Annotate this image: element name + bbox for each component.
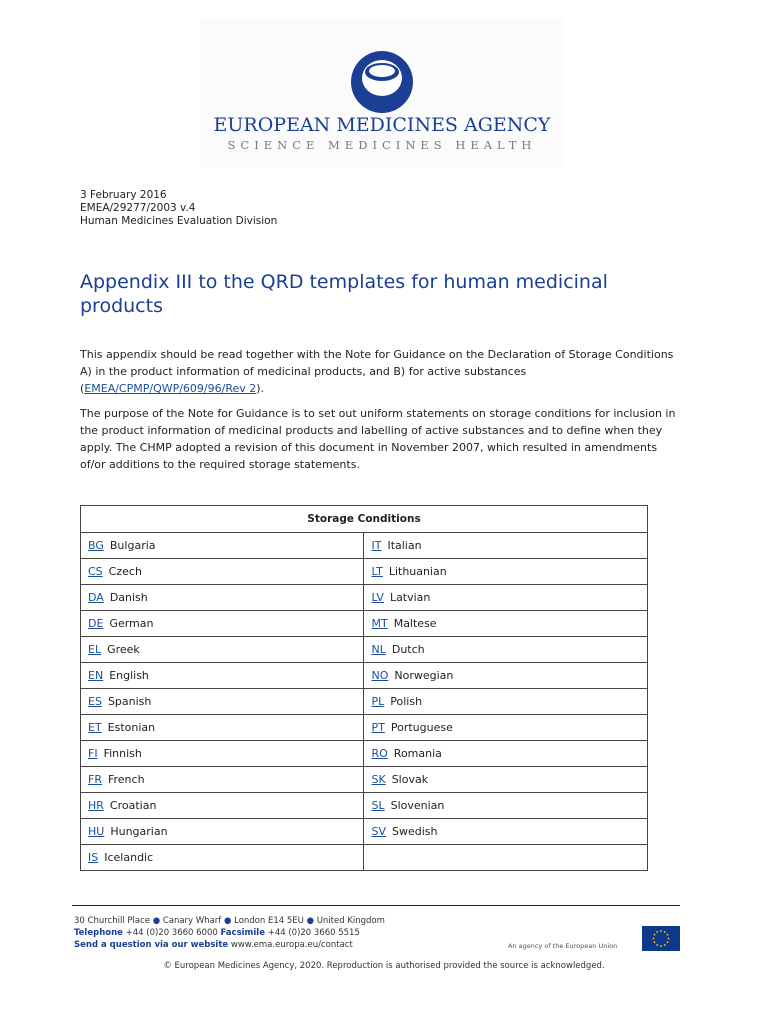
document-meta (80, 189, 277, 228)
footer-divider (72, 905, 680, 906)
bullet-icon: ● (306, 916, 317, 926)
language-cell (81, 741, 364, 767)
language-code-link[interactable]: IT (371, 539, 382, 552)
agency-header (200, 18, 564, 168)
intro-paragraph-1-text: This appendix should be read together with the Note for Guidance on the Declaration of Storage Conditions A) in the product information of medicinal products, and B) for active substances ( (80, 348, 674, 395)
language-cell (81, 533, 364, 559)
intro-paragraph-1 (80, 346, 680, 397)
language-cell (81, 637, 364, 663)
table-row (81, 819, 648, 845)
language-code-link[interactable]: PT (371, 721, 385, 734)
language-name: Finnish (103, 747, 142, 760)
language-code-link[interactable]: DE (88, 617, 104, 630)
language-name: Estonian (107, 721, 156, 734)
language-name: Swedish (392, 825, 438, 838)
language-cell (364, 793, 648, 819)
intro-paragraph-2: The purpose of the Note for Guidance is to set out uniform statements on storage conditions for inclusion in the product information of medicinal products and labelling of active substances and to define when they apply. The CHMP adopted a revision of this document in November 2007, which resulted in amendments of/or additions to the required storage statements. (80, 407, 676, 471)
language-cell (81, 819, 364, 845)
language-name: Danish (109, 591, 148, 604)
language-code-link[interactable]: EN (88, 669, 104, 682)
language-name: Dutch (391, 643, 425, 656)
address-line (74, 915, 385, 927)
language-code-link[interactable]: MT (371, 617, 388, 630)
fax-number: +44 (0)20 3660 5515 (267, 928, 360, 938)
language-code-link[interactable]: BG (88, 539, 104, 552)
table-row (81, 611, 648, 637)
table-row (81, 689, 648, 715)
language-cell (364, 637, 648, 663)
language-cell (81, 845, 364, 871)
eu-star-icon (667, 934, 669, 936)
language-name: Norwegian (394, 669, 454, 682)
storage-conditions-table (80, 505, 648, 871)
table-row (81, 637, 648, 663)
language-name: Czech (108, 565, 142, 578)
eu-star-icon (654, 934, 656, 936)
table-row (81, 767, 648, 793)
language-name: Romania (393, 747, 442, 760)
document-reference: EMEA/29277/2003 v.4 (80, 202, 196, 214)
eu-star-icon (656, 944, 658, 946)
table-row (81, 559, 648, 585)
language-code-link[interactable]: ES (88, 695, 102, 708)
language-code-link[interactable]: DA (88, 591, 104, 604)
language-name: Icelandic (104, 851, 154, 864)
language-cell (364, 663, 648, 689)
eu-star-icon (664, 931, 666, 933)
telephone-label: Telephone (74, 928, 123, 938)
address-country: United Kingdom (316, 916, 385, 926)
language-cell (81, 611, 364, 637)
table-header: Storage Conditions (81, 506, 648, 533)
language-code-link[interactable]: HU (88, 825, 105, 838)
language-cell (81, 559, 364, 585)
language-cell (364, 741, 648, 767)
bullet-icon: ● (152, 916, 163, 926)
language-cell (364, 689, 648, 715)
language-code-link[interactable]: SV (371, 825, 386, 838)
website-url[interactable]: www.ema.europa.eu/contact (230, 940, 353, 950)
language-code-link[interactable]: EL (88, 643, 102, 656)
language-code-link[interactable]: HR (88, 799, 104, 812)
language-name: Portuguese (390, 721, 453, 734)
language-code-link[interactable]: SK (371, 773, 386, 786)
language-name: Spanish (107, 695, 152, 708)
language-name: Slovak (391, 773, 429, 786)
address-street: 30 Churchill Place (74, 916, 150, 926)
agency-name: EUROPEAN MEDICINES AGENCY (213, 114, 551, 136)
language-code-link[interactable]: NL (371, 643, 386, 656)
ema-logo-icon (350, 50, 414, 114)
language-name: Polish (390, 695, 423, 708)
language-cell (81, 715, 364, 741)
language-cell (81, 585, 364, 611)
language-code-link[interactable]: FI (88, 747, 98, 760)
table-row (81, 663, 648, 689)
page-title: Appendix III to the QRD templates for human medicinal products (80, 271, 608, 317)
table-row (81, 585, 648, 611)
eu-flag-icon (642, 926, 680, 951)
language-code-link[interactable]: NO (371, 669, 389, 682)
table-row (81, 715, 648, 741)
eu-star-icon (656, 931, 658, 933)
language-cell (81, 689, 364, 715)
language-code-link[interactable]: IS (88, 851, 99, 864)
language-name: Latvian (389, 591, 431, 604)
language-code-link[interactable]: ET (88, 721, 102, 734)
table-row (81, 793, 648, 819)
language-code-link[interactable]: SL (371, 799, 385, 812)
fax-label: Facsimile (220, 928, 265, 938)
language-code-link[interactable]: LT (371, 565, 383, 578)
website-line (74, 939, 385, 951)
language-name: English (109, 669, 149, 682)
document-division: Human Medicines Evaluation Division (80, 215, 278, 227)
agency-tagline: SCIENCE MEDICINES HEALTH (227, 138, 537, 152)
eu-star-icon (660, 930, 662, 932)
guidance-link[interactable]: EMEA/CPMP/QWP/609/96/Rev 2 (84, 382, 257, 395)
language-cell (81, 793, 364, 819)
eu-agency-tag: An agency of the European Union (508, 942, 618, 950)
table-row (81, 533, 648, 559)
language-cell (364, 767, 648, 793)
language-cell (364, 533, 648, 559)
language-name: French (107, 773, 145, 786)
address-city: London E14 5EU (234, 916, 304, 926)
language-code-link[interactable]: CS (88, 565, 103, 578)
language-cell (81, 767, 364, 793)
eu-star-icon (660, 945, 662, 947)
language-cell (81, 663, 364, 689)
language-name: Greek (107, 643, 140, 656)
eu-star-icon (667, 941, 669, 943)
language-cell (364, 819, 648, 845)
eu-star-icon (664, 944, 666, 946)
language-code-link[interactable]: FR (88, 773, 102, 786)
language-cell (364, 585, 648, 611)
language-cell (364, 715, 648, 741)
eu-star-icon (654, 941, 656, 943)
language-name: German (109, 617, 154, 630)
table-body (81, 533, 648, 871)
language-code-link[interactable]: RO (371, 747, 388, 760)
language-name: Hungarian (110, 825, 168, 838)
bullet-icon: ● (223, 916, 235, 926)
language-cell (364, 559, 648, 585)
address-area: Canary Wharf (162, 916, 222, 926)
table-row (81, 845, 648, 871)
language-code-link[interactable]: PL (371, 695, 385, 708)
language-name: Croatian (109, 799, 157, 812)
copyright-notice: © European Medicines Agency, 2020. Reproduction is authorised provided the source is acknowledged. (163, 961, 605, 971)
language-cell (364, 845, 648, 871)
language-code-link[interactable]: LV (371, 591, 384, 604)
phone-line (74, 927, 385, 939)
table-row (81, 741, 648, 767)
language-name: Maltese (393, 617, 437, 630)
website-label: Send a question via our website (74, 940, 229, 950)
eu-star-icon (653, 938, 655, 940)
telephone-number: +44 (0)20 3660 6000 (125, 928, 218, 938)
language-name: Italian (387, 539, 422, 552)
eu-star-icon (668, 938, 670, 940)
document-date: 3 February 2016 (80, 189, 167, 201)
language-name: Lithuanian (388, 565, 447, 578)
intro-paragraph-1-end: ). (256, 382, 265, 395)
language-name: Bulgaria (109, 539, 156, 552)
footer-address (74, 915, 385, 951)
language-cell (364, 611, 648, 637)
language-name: Slovenian (390, 799, 445, 812)
